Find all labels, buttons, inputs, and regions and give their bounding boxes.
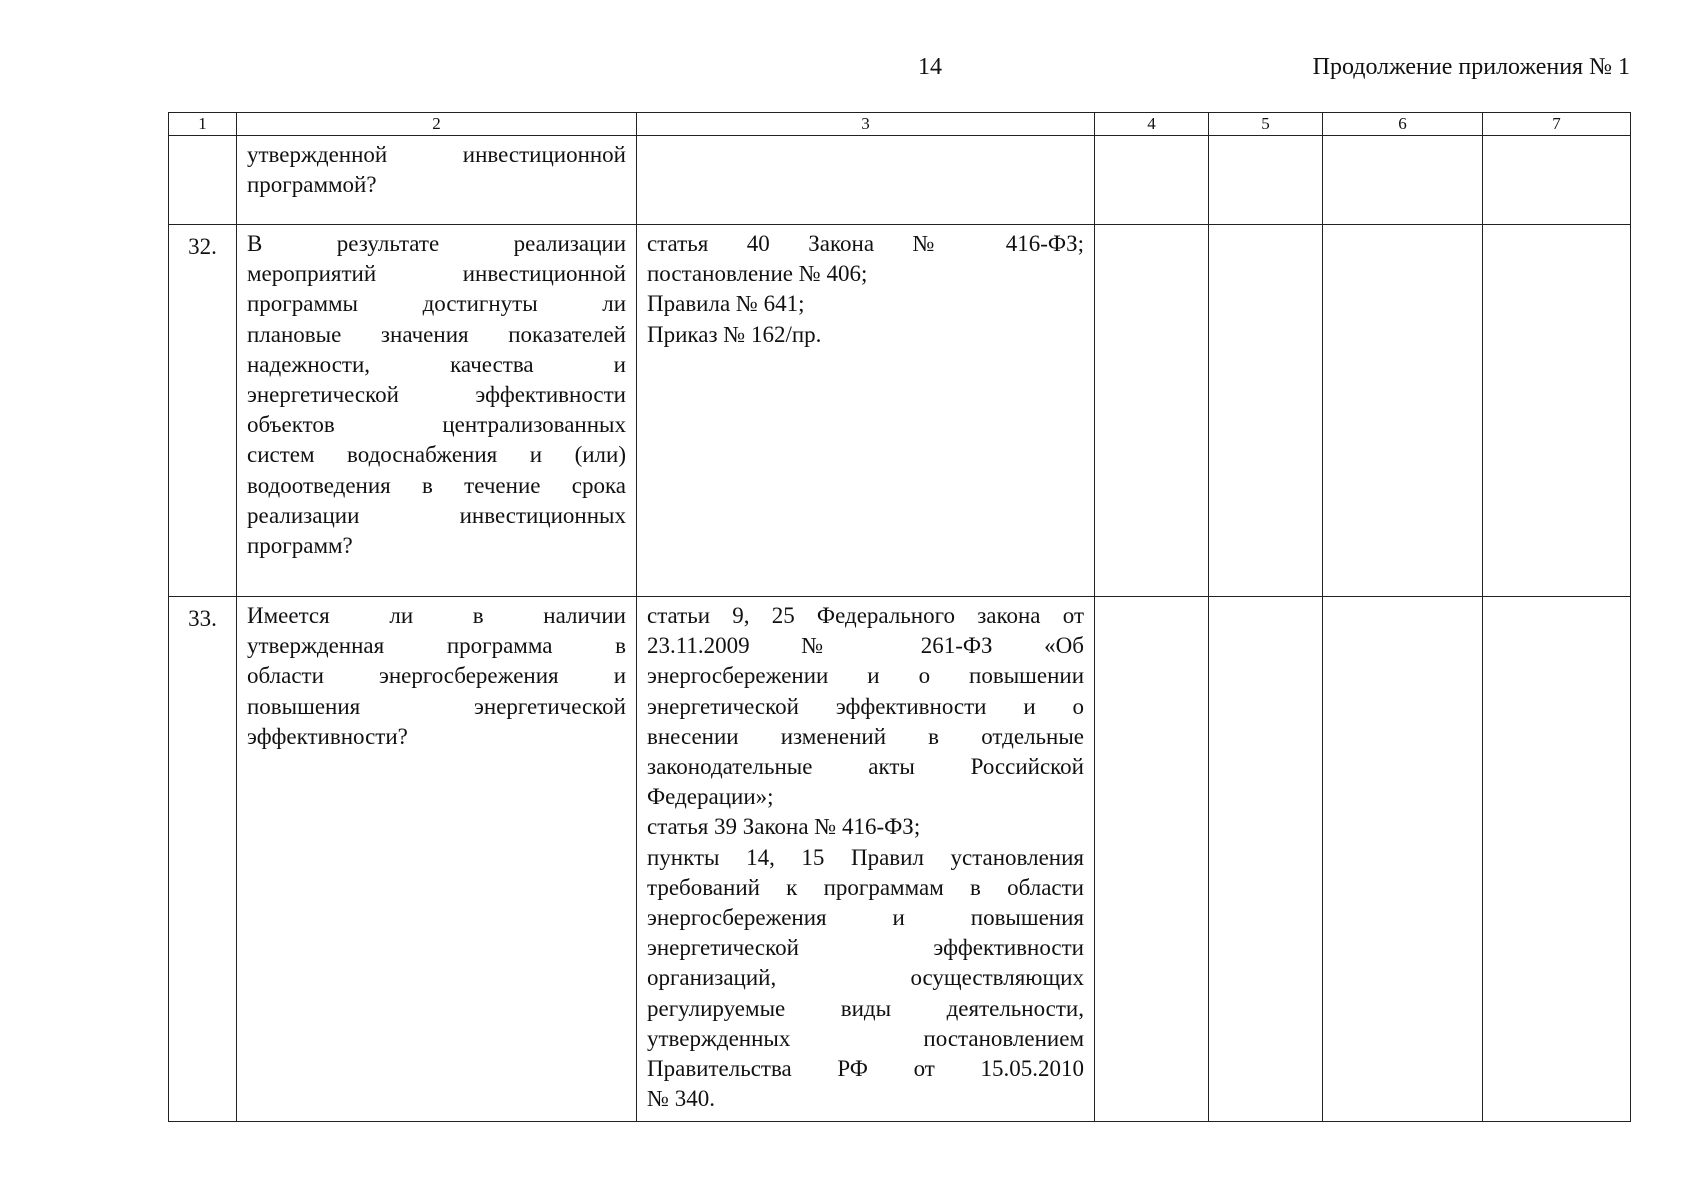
legal-basis-line: организаций, осуществляющих bbox=[647, 965, 1084, 991]
legal-basis-line: статьи 9, 25 Федерального закона от bbox=[647, 603, 1084, 628]
legal-basis-line: требований к программам в области bbox=[647, 874, 1084, 900]
legal-basis-cell bbox=[637, 136, 1095, 225]
legal-basis-line: постановление № 406; bbox=[647, 261, 868, 287]
empty-cell-col5 bbox=[1209, 136, 1323, 225]
empty-cell-col6 bbox=[1323, 597, 1483, 1122]
legal-basis-line: Правила № 641; bbox=[647, 291, 805, 317]
column-header-7: 7 bbox=[1483, 113, 1631, 136]
empty-cell-col7 bbox=[1483, 225, 1631, 597]
legal-basis-line: статья 40 Закона № 416-ФЗ; bbox=[647, 231, 1084, 256]
legal-basis-cell bbox=[637, 597, 1095, 1122]
column-header-4: 4 bbox=[1095, 113, 1209, 136]
question-line: области энергосбережения и bbox=[247, 663, 626, 689]
row-number-cell bbox=[169, 136, 237, 225]
empty-cell-col6 bbox=[1323, 225, 1483, 597]
legal-basis-line: энергетической эффективности bbox=[647, 935, 1084, 961]
question-line: утвержденная программа в bbox=[247, 633, 626, 659]
question-line: водоотведения в течение срока bbox=[247, 472, 626, 498]
page-number: 14 bbox=[918, 54, 942, 80]
question-line: Имеется ли в наличии bbox=[247, 603, 626, 628]
column-header-3: 3 bbox=[637, 113, 1095, 136]
legal-basis-line: энергосбережении и о повышении bbox=[647, 663, 1084, 689]
row-number-cell: 33. bbox=[169, 597, 237, 1122]
inspection-checklist-table bbox=[168, 112, 1631, 1122]
empty-cell-col7 bbox=[1483, 136, 1631, 225]
question-line: утвержденной инвестиционной bbox=[247, 142, 626, 167]
column-header-5: 5 bbox=[1209, 113, 1323, 136]
legal-basis-line: энергетической эффективности и о bbox=[647, 693, 1084, 719]
legal-basis-line: № 340. bbox=[647, 1086, 715, 1112]
empty-cell-col7 bbox=[1483, 597, 1631, 1122]
table-row bbox=[169, 597, 1631, 1122]
question-line: надежности, качества и bbox=[247, 351, 626, 377]
column-number-header-row bbox=[169, 113, 1631, 136]
legal-basis-line: 23.11.2009 № 261-ФЗ «Об bbox=[647, 633, 1084, 659]
question-line: реализации инвестиционных bbox=[247, 502, 626, 528]
empty-cell-col5 bbox=[1209, 597, 1323, 1122]
legal-basis-line: Федерации»; bbox=[647, 784, 774, 810]
appendix-continuation-title: Продолжение приложения № 1 bbox=[1312, 54, 1630, 80]
empty-cell-col4 bbox=[1095, 136, 1209, 225]
question-cell bbox=[237, 136, 637, 225]
legal-basis-line: Приказ № 162/пр. bbox=[647, 321, 822, 347]
question-line: плановые значения показателей bbox=[247, 321, 626, 347]
empty-cell-col4 bbox=[1095, 597, 1209, 1122]
legal-basis-line: регулируемые виды деятельности, bbox=[647, 995, 1084, 1021]
row-number-cell: 32. bbox=[169, 225, 237, 597]
table-row bbox=[169, 225, 1631, 597]
column-header-6: 6 bbox=[1323, 113, 1483, 136]
column-header-1: 1 bbox=[169, 113, 237, 136]
question-line: объектов централизованных bbox=[247, 412, 626, 438]
legal-basis-line: Правительства РФ от 15.05.2010 bbox=[647, 1056, 1084, 1082]
question-line: энергетической эффективности bbox=[247, 382, 626, 408]
question-line: программы достигнуты ли bbox=[247, 291, 626, 317]
legal-basis-line: утвержденных постановлением bbox=[647, 1025, 1084, 1051]
question-line: В результате реализации bbox=[247, 231, 626, 256]
legal-basis-line: внесении изменений в отдельные bbox=[647, 723, 1084, 749]
legal-basis-line: пункты 14, 15 Правил установления bbox=[647, 844, 1084, 870]
question-line: программой? bbox=[247, 172, 377, 198]
legal-basis-line: статья 39 Закона № 416-ФЗ; bbox=[647, 814, 921, 840]
legal-basis-line: энергосбережения и повышения bbox=[647, 905, 1084, 931]
question-cell bbox=[237, 225, 637, 597]
question-line: программ? bbox=[247, 533, 353, 559]
legal-basis-cell bbox=[637, 225, 1095, 597]
empty-cell-col6 bbox=[1323, 136, 1483, 225]
legal-basis-line: законодательные акты Российской bbox=[647, 754, 1084, 780]
table-row bbox=[169, 136, 1631, 225]
question-line: повышения энергетической bbox=[247, 693, 626, 719]
question-line: эффективности? bbox=[247, 723, 408, 749]
question-cell bbox=[237, 597, 637, 1122]
column-header-2: 2 bbox=[237, 113, 637, 136]
empty-cell-col4 bbox=[1095, 225, 1209, 597]
question-line: систем водоснабжения и (или) bbox=[247, 442, 626, 468]
question-line: мероприятий инвестиционной bbox=[247, 261, 626, 287]
empty-cell-col5 bbox=[1209, 225, 1323, 597]
